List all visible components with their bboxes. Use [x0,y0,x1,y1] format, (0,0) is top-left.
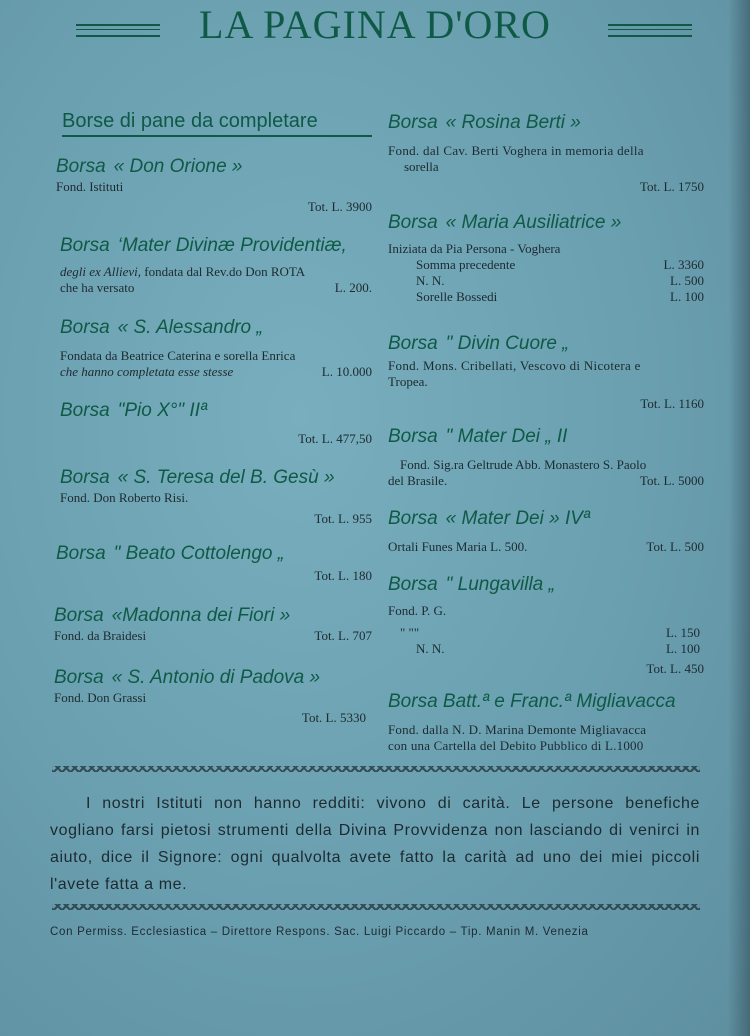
entry-name: « Rosina Berti » [445,112,581,133]
entry-migliavacca [388,690,704,754]
entry-keyword: Borsa [60,400,110,421]
entry-s-antonio [56,666,372,726]
entry-total: Tot. L. 477,50 [298,431,372,446]
row-amount: L. 3360 [663,257,704,272]
entry-keyword: Borsa [60,317,110,338]
entry-line: Fond. dalla N. D. Marina Demonte Migliavacca [388,722,647,737]
entry-row [388,273,704,289]
row-label: N. N. [416,273,445,288]
entry-name: « S. Antonio di Padova » [111,667,321,688]
row-amount: L. 100 [666,641,700,656]
entry-total: Tot. L. 1750 [639,179,704,194]
entry-line: Fond. da Braidesi [54,628,147,643]
entry-line: Fond. Don Grassi [54,690,147,705]
entry-madonna-dei-fiori [56,604,372,644]
entry-name: «Madonna dei Fiori » [111,605,291,626]
ornamental-rule-top [52,766,700,772]
entry-total: Tot. L. 5330 [301,710,366,725]
entry-total: Tot. L. 450 [646,661,704,676]
entry-maria-ausiliatrice [388,211,704,305]
entry-total: Tot. L. 707 [314,628,372,643]
row-label: " "" [400,625,420,640]
entry-keyword: Borsa [388,574,438,595]
entry-line: Fond. Sig.ra Geltrude Abb. Monastero S. Paolo [400,457,647,472]
entry-line: sorella [404,159,439,174]
entry-don-orione [56,155,372,215]
imprint-footer: Con Permiss. Ecclesiastica – Direttore Respons. Sac. Luigi Piccardo – Tip. Manin M. Venezia [50,926,589,938]
entry-line: che ha versato [60,280,135,295]
row-amount: L. 150 [666,625,700,640]
entry-keyword: Borsa [60,235,110,256]
entry-beato-cottolengo [56,542,372,584]
entry-total: Tot. L. 5000 [639,473,704,488]
entry-keyword: Borsa [388,333,438,354]
entry-keyword: Borsa [388,112,438,133]
entry-name: « S. Teresa del B. Gesù » [117,467,335,488]
entry-line: Fond. Don Roberto Risi. [60,490,189,505]
entry-mater-dei-ii [388,425,704,489]
entry-amount: L. 10.000 [321,364,372,379]
section-title: Borse di pane da completare [62,110,372,137]
entry-pio-x [56,399,372,447]
entry-amount: L. 200. [334,280,372,295]
row-label: Somma precedente [416,257,516,272]
entry-divin-cuore [388,332,704,412]
row-label: N. N. [416,641,445,656]
entry-name: « Don Orione » [113,156,243,177]
entry-line-italic: che hanno completata esse stesse [60,364,234,379]
entry-line: con una Cartella del Debito Pubblico di L.1000 [388,738,644,753]
entry-line: fondata dal Rev.do Don ROTA [144,264,306,279]
entry-name: « Mater Dei » IVª [445,508,590,529]
entry-line: Tropea. [388,374,428,389]
entry-line: Fond. Mons. Cribellati, Vescovo di Nicotera e [388,358,641,373]
entry-total: Tot. L. 500 [646,539,704,554]
entry-donor-italic: degli ex Allievi, [60,264,141,279]
entry-keyword: Borsa [56,543,106,564]
entry-name: " Beato Cottolengo „ [113,543,285,564]
row-amount: L. 100 [670,289,704,304]
entry-line: Iniziata da Pia Persona - Voghera [388,241,561,256]
entry-line: Fond. dal Cav. Berti Voghera in memoria della [388,143,644,158]
entry-total: Tot. L. 180 [314,568,372,583]
entry-row [388,257,704,273]
entry-keyword: Borsa [60,467,110,488]
entry-mater-divinae [56,234,372,296]
entry-name: « Maria Ausiliatrice » [445,212,622,233]
entry-total: Tot. L. 1160 [640,396,704,411]
page-edge-shadow [728,0,750,1036]
entry-line: Fond. P. G. [388,603,447,618]
entry-keyword: Borsa [388,212,438,233]
entry-line: Fond. Istituti [56,179,124,194]
masthead-rule-left [76,24,160,37]
entry-s-teresa [56,466,372,527]
entry-mater-dei-iv [388,507,704,555]
entry-keyword: Borsa [56,156,106,177]
masthead [0,2,750,46]
entry-total: Tot. L. 3900 [307,199,372,214]
entry-line: Ortali Funes Maria L. 500. [388,539,528,554]
row-amount: L. 500 [670,273,704,288]
entry-s-alessandro [56,316,372,380]
row-label: Sorelle Bossedi [416,289,498,304]
entry-name: "Pio X°" IIª [117,400,208,421]
entry-name: Borsa Batt.ª e Franc.ª Migliavacca [388,691,676,712]
entry-name: " Divin Cuore „ [445,333,569,354]
masthead-rule-right [608,24,692,37]
entry-lungavilla [388,573,704,677]
entry-name: « S. Alessandro „ [117,317,263,338]
entry-total: Tot. L. 955 [314,511,372,526]
entry-row [388,289,704,305]
appeal-paragraph: I nostri Istituti non hanno redditi: vivono di carità. Le persone benefiche vogliano farsi pietosi strumenti della Divina Provvidenza non lasciando di venirci in aiuto, dice il Signore: ogni qualvolta avete fatto la carità ad uno dei miei piccoli l'avete fatta a me. [50,795,700,893]
entry-keyword: Borsa [54,605,104,626]
entry-keyword: Borsa [388,426,438,447]
masthead-title: LA PAGINA D'ORO [199,2,551,47]
entry-line: Fondata da Beatrice Caterina e sorella Enrica [60,348,296,363]
ornamental-rule-bottom [52,904,700,910]
entry-name: ‘Mater Divinæ Providentiæ, [117,235,347,256]
entry-name: " Mater Dei „ II [445,426,568,447]
entry-rosina-berti [388,111,704,195]
entry-line: del Brasile. [388,473,448,488]
entry-name: " Lungavilla „ [445,574,555,595]
entry-keyword: Borsa [388,508,438,529]
entry-keyword: Borsa [54,667,104,688]
